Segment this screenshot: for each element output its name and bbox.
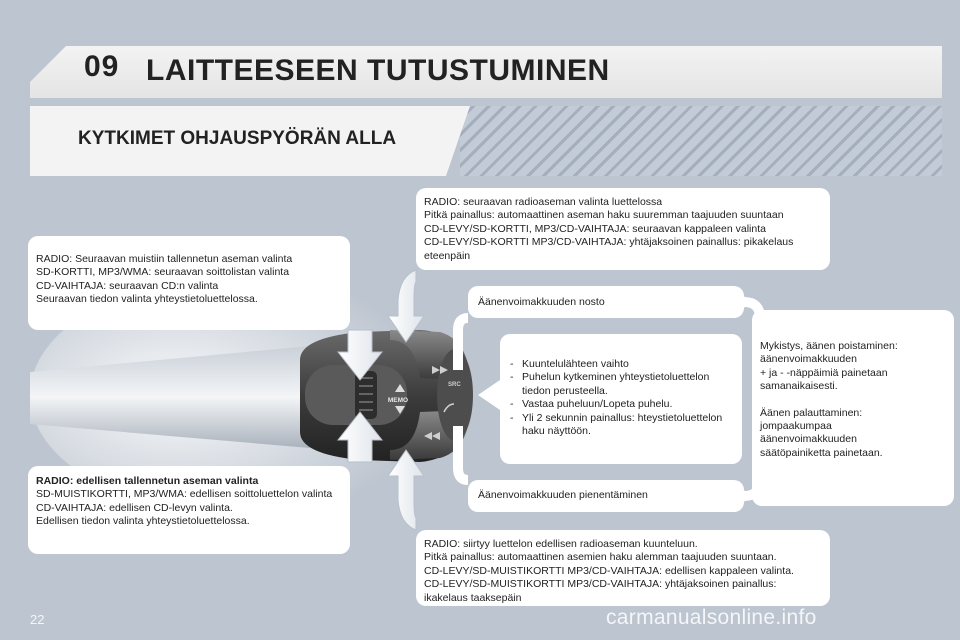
callout-line: äänenvoimakkuuden [760, 353, 857, 366]
callout-line: Seuraavan tiedon valinta yhteystietoluettelossa. [36, 293, 258, 306]
paragraph-spacer [760, 394, 946, 407]
callout-line: säätöpainiketta painetaan. [760, 446, 883, 459]
center-arrow-icon [478, 380, 500, 410]
section-title: KYTKIMET OHJAUSPYÖRÄN ALLA [78, 128, 397, 149]
list-item: - Puhelun kytkeminen yhteystietoluettelon tiedon perusteella. [508, 371, 732, 398]
list-item: - Yli 2 sekunnin painallus: hteystietoluettelon haku näyttöön. [508, 412, 732, 439]
callout-line: CD-LEVY/SD-MUISTIKORTTI MP3/CD-VAIHTAJA: yhtäjaksoinen painallus: ikakelaus taaksepäin [424, 578, 777, 604]
page-number: 22 [30, 612, 45, 627]
watermark: carmanualsonline.info [606, 606, 817, 629]
callout-next-preset [28, 236, 350, 330]
callout-line: samanaikaisesti. [760, 380, 838, 393]
callout-previous-station [416, 530, 830, 606]
chapter-number: 09 [84, 50, 120, 83]
callout-line: RADIO: Seuraavan muistiin tallennetun aseman valinta [36, 253, 293, 265]
callout-line: äänenvoimakkuuden [760, 433, 857, 446]
chapter-title: LAITTEESEEN TUTUSTUMINEN [146, 54, 610, 87]
callout-line: CD-LEVY/SD-MUISTIKORTTI MP3/CD-VAIHTAJA: edellisen kappaleen valinta. [424, 564, 794, 577]
callout-source-phone [500, 334, 742, 464]
callout-line: CD-VAIHTAJA: edellisen CD-levyn valinta. [36, 501, 233, 514]
callout-line: CD-LEVY/SD-KORTTI, MP3/CD-VAIHTAJA: seuraavan kappaleen valinta [424, 222, 766, 235]
callout-line: SD-KORTTI, MP3/WMA: seuraavan soittolistan valinta [36, 266, 290, 279]
callout-volume-down [468, 480, 744, 512]
callout-line: Äänenvoimakkuuden pienentäminen [478, 489, 648, 501]
callout-line: Pitkä painallus: automaattinen aseman haku suuremman taajuuden suuntaan [424, 209, 784, 222]
callout-line: jompaakumpaa [760, 420, 832, 433]
callout-mute [752, 310, 954, 506]
callout-line: SD-MUISTIKORTTI, MP3/WMA: edellisen soittoluettelon valinta [36, 488, 333, 501]
callout-line: CD-LEVY/SD-KORTTI MP3/CD-VAIHTAJA: yhtäjaksoinen painallus: pikakelaus eteenpäin [424, 236, 794, 262]
callout-line: + ja - -näppäimiä painetaan [760, 366, 888, 379]
callout-previous-preset [28, 466, 350, 554]
callout-line: Edellisen tiedon valinta yhteystietoluettelossa. [36, 515, 250, 528]
list-item: - Vastaa puheluun/Lopeta puhelu. [508, 398, 732, 411]
callout-line: Pitkä painallus: automaattinen asemien haku alemman taajuuden suuntaan. [424, 551, 777, 564]
callout-line: Äänenvoimakkuuden nosto [478, 296, 605, 308]
source-phone-list [508, 358, 732, 438]
callout-line: Äänen palauttaminen: [760, 406, 863, 419]
callout-volume-up [468, 286, 744, 318]
callout-line: CD-VAIHTAJA: seuraavan CD:n valinta [36, 279, 219, 292]
src-label: SRC [448, 382, 461, 388]
callout-next-station [416, 188, 830, 270]
list-item: - Kuuntelulähteen vaihto [508, 358, 732, 371]
callout-line: RADIO: siirtyy luettelon edellisen radioaseman kuunteluun. [424, 538, 698, 550]
volume-down-bracket [458, 426, 468, 480]
callout-line: RADIO: seuraavan radioaseman valinta luettelossa [424, 196, 663, 208]
memo-label: MEMO [387, 397, 409, 404]
callout-line: Mykistys, äänen poistaminen: [760, 340, 898, 352]
callout-heading: RADIO: edellisen tallennetun aseman valinta [36, 475, 259, 487]
